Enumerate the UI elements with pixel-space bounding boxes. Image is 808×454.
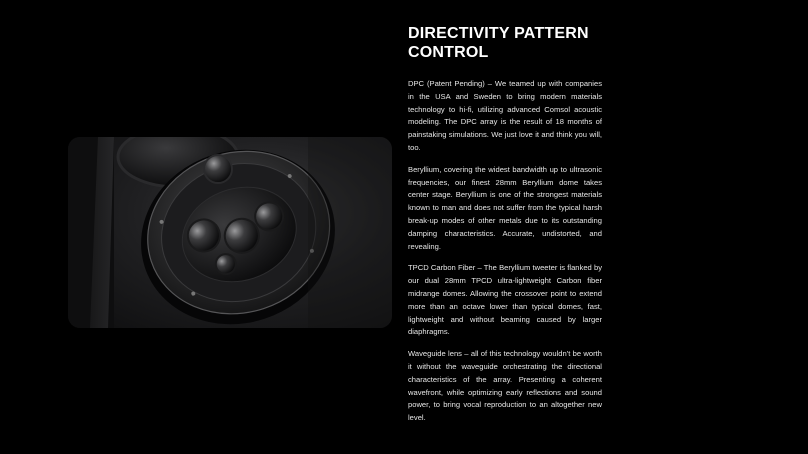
- paragraph-dpc: DPC (Patent Pending) – We teamed up with companies in the USA and Sweden to bring modern materials technology to hi-fi, utilizing advanced Comsol acoustic modeling. The DPC array is the result of 18 months of painstaking simulations. We just love it and think you will, too.: [408, 79, 602, 152]
- paragraph-waveguide-lens: Waveguide lens – all of this technology wouldn't be worth it without the waveguide orchestrating the directional characteristics of the array. Presenting a coherent wavefront, while optimizing early reflections and sound power, to bring vocal reproduction to an altogether new level.: [408, 349, 602, 423]
- section-title: DIRECTIVITY PATTERN CONTROL: [408, 25, 589, 61]
- paragraph-tpcd-carbon-fiber: TPCD Carbon Fiber – The Beryllium tweeter is flanked by our dual 28mm TPCD ultra-lightweight Carbon fiber midrange domes. Allowing the crossover point to extend more than an octave lower than typical domes, fast, lightweight and without beaming caused by larger diaphragms.: [408, 263, 602, 337]
- paragraph-beryllium: Beryllium, covering the widest bandwidth up to ultrasonic frequencies, our finest 28mm Beryllium dome takes center stage. Beryllium is one of the strongest materials known to man and does not suffer from the typical harsh break-up modes of other metals due to its outstanding damping characteristics. Accurate, undistorted, and revealing.: [408, 164, 602, 251]
- speaker-driver-illustration: [68, 137, 392, 328]
- speaker-array-image: [68, 137, 392, 328]
- directivity-section: [408, 24, 602, 434]
